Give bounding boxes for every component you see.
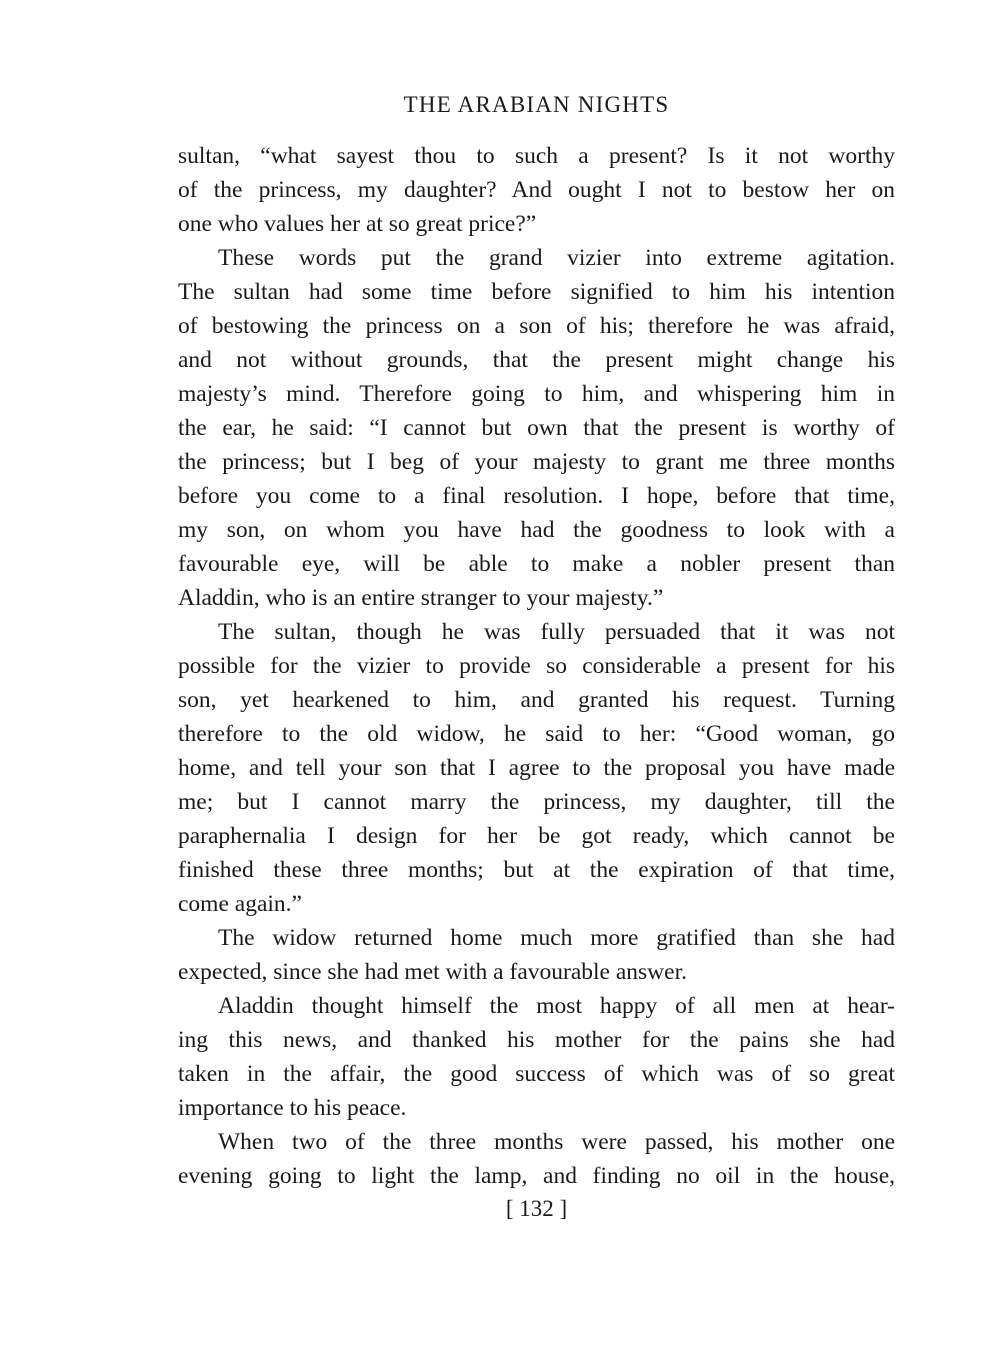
text-line: Aladdin, who is an entire stranger to your majesty.” (178, 585, 664, 611)
text-line: my son, on whom you have had the goodness to look with a (178, 517, 895, 543)
text-line: and not without grounds, that the present might change his (178, 347, 895, 373)
text-line: come again.” (178, 891, 302, 917)
text-line: importance to his peace. (178, 1095, 407, 1121)
paragraph (178, 989, 895, 1125)
text-line: of the princess, my daughter? And ought I not to bestow her on (178, 177, 895, 203)
text-line: ing this news, and thanked his mother for the pains she had (178, 1027, 895, 1053)
body-text (178, 139, 895, 1193)
text-line: The sultan, though he was fully persuaded that it was not (218, 619, 895, 645)
text-line: These words put the grand vizier into extreme agitation. (218, 245, 895, 271)
text-line: before you come to a final resolution. I hope, before that time, (178, 483, 895, 509)
text-line: favourable eye, will be able to make a nobler present than (178, 551, 895, 577)
text-line: therefore to the old widow, he said to her: “Good woman, go (178, 721, 895, 747)
text-line: one who values her at so great price?” (178, 211, 537, 237)
text-line: son, yet hearkened to him, and granted his request. Turning (178, 687, 895, 713)
text-line: When two of the three months were passed, his mother one (218, 1129, 895, 1155)
text-line: the princess; but I beg of your majesty to grant me three months (178, 449, 895, 475)
text-line: The widow returned home much more gratified than she had (218, 925, 895, 951)
text-line: paraphernalia I design for her be got ready, which cannot be (178, 823, 895, 849)
text-line: the ear, he said: “I cannot but own that the present is worthy of (178, 415, 895, 441)
text-line: of bestowing the princess on a son of his; therefore he was afraid, (178, 313, 895, 339)
text-line: sultan, “what sayest thou to such a present? Is it not worthy (178, 143, 895, 169)
page-number: [ 132 ] (505, 1196, 568, 1221)
text-line: The sultan had some time before signified to him his intention (178, 279, 895, 305)
text-line: expected, since she had met with a favourable answer. (178, 959, 687, 985)
text-line: home, and tell your son that I agree to the proposal you have made (178, 755, 895, 781)
paragraph (178, 921, 895, 989)
text-line: possible for the vizier to provide so considerable a present for his (178, 653, 895, 679)
text-line: finished these three months; but at the expiration of that time, (178, 857, 895, 883)
text-line: taken in the affair, the good success of which was of so great (178, 1061, 895, 1087)
text-line: me; but I cannot marry the princess, my daughter, till the (178, 789, 895, 815)
text-line: majesty’s mind. Therefore going to him, and whispering him in (178, 381, 895, 407)
paragraph (178, 1125, 895, 1193)
text-line: evening going to light the lamp, and finding no oil in the house, (178, 1163, 895, 1189)
paragraph (178, 615, 895, 921)
paragraph (178, 241, 895, 615)
text-line: Aladdin thought himself the most happy of all men at hear- (218, 993, 895, 1019)
running-head: THE ARABIAN NIGHTS (403, 92, 670, 117)
paragraph (178, 139, 895, 241)
